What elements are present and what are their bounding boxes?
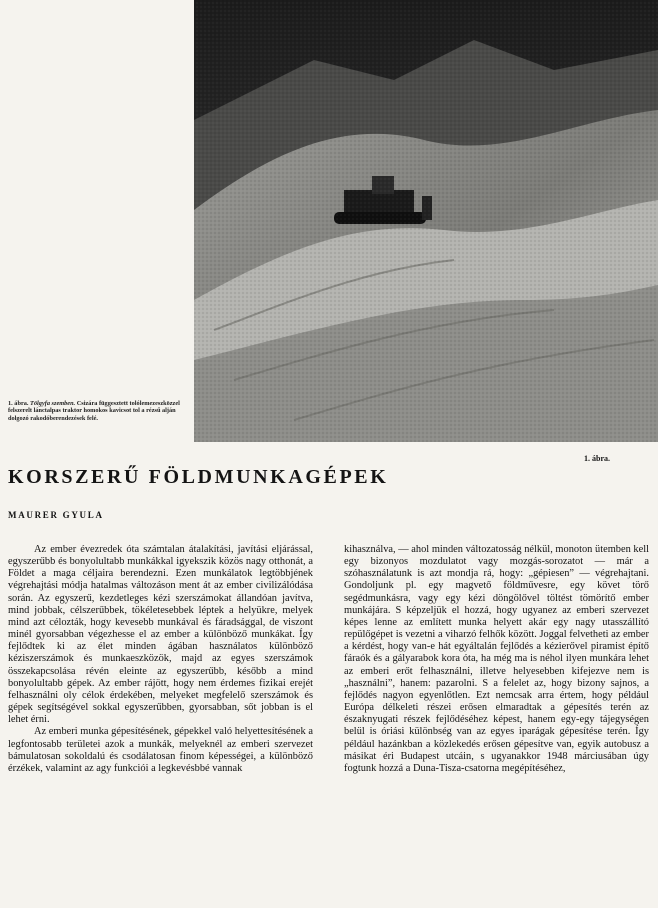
paragraph: kihasználva, — ahol minden változatosság nélkül, monoton ütemben kell egy bizonyos mozdulatot vagy mozgás-sorozatot — már a szóhasználatunk is azt mondja rá, hogy: „gépiesen” — végrehajtani. Gondoljunk pl. egy magvető földművesre, egy követ törő segédmunkásra, vagy egy kézi döngölővel töltést tömörítő ember munkájára. S képzeljük el hozzá, hogy ugyanez az emberi szervezet képes lenne az említett munka helyett akár egy nagy utasszállító repülőgépet is vezetni a viharzó felhők között. Joggal felvetheti az ember a kérdést, hogy van-e hát egyáltalán fejlődés a kézierővel piramist építő fáraók és a gályarabok kora óta, ha még ma is néhol ilyen munkára lehet az emberi erőt felhasználni, illetve helyesebben kifejezve nem is „használni”, hanem: pazarolni. S a felelet az, hogy bizony sajnos, a fejlődés nagyon egyenlőtlen. Ezt nemcsak arra értem, hogy például Európa délkeleti részei erősen elmaradtak a gépesítés terén az északnyugati részek fejlődéséhez képest, hanem egy-egy tájegységen belül is óriási különbség van az egyes iparágak gépesítése terén. Így például hazánkban a közlekedés erősen gépesítve van, egyik autobusz a másikat éri Budapest utcáin, s ugyanakkor 1948 márciusában úgy fogtunk hozzá a Duna-Tisza-csatorna megépítéséhez,	[344, 544, 649, 774]
article-column-left	[8, 544, 313, 775]
figure-caption	[8, 400, 192, 422]
earthmoving-photo-illustration	[194, 0, 658, 442]
paragraph: Az emberi munka gépesítésének, gépekkel való helyettesítésének a legfontosabb területei azok a munkák, melyeknél az emberi szervezet bámulatosan sokoldalú és csodálatosan finom képességei, a különböző érzékek, valamint az agy funkciói a legkevésbbé vannak	[8, 726, 313, 774]
figure-label: 1. ábra.	[584, 454, 610, 463]
article-title: KORSZERŰ FÖLDMUNKAGÉPEK	[8, 466, 389, 488]
article-column-right	[344, 544, 649, 775]
caption-text: Csizára függesztett tolólemezeszközzel felszerelt lánctalpas traktor homokos kavicsot tol a rézsű alján dolgozó rakodóberendezések felé.	[8, 400, 180, 422]
figure-photo	[194, 0, 658, 442]
article-author: MAURER GYULA	[8, 510, 104, 520]
caption-italic: Tölgyfa szemben.	[30, 400, 76, 407]
paragraph: Az ember évezredek óta számtalan átalakítási, javítási eljárással, egyszerűbb és bonyolultabb munkákkal igyekszik közös nagy otthonát, a Földet a maga céljaira berendezni. Ezen munkálatok legtöbbjének végrehajtási módja hatalmas változáson ment át az ember civilizálódása során. Az egyszerű, kezdetleges kézi szerszámokat állandóan javítva, mind jobbak, célszerűbbek, tökéletesebbek léptek a helyükre, melyek mind azt célozták, hogy kevesebb munkával és fáradsággal, de viszont minél gyorsabban végezhesse el az ember a különböző munkákat. Így fejlődtek ki az élet minden ágában használatos különböző kéziszerszámok és munkaeszközök, majd az egyes szerszámok összekapcsolása révén eleinte az egyszerűbb, később a mind bonyolultabb gépek. Az ember rájött, hogy nem érdemes fizikai erejét felhasználni oly célok érdekében, melyeket megfelelő szerszámok és gépek segítségével sokkal egyszerűbben, gyorsabban, sőt jobban is el lehet érni.	[8, 544, 313, 726]
caption-number: 1. ábra.	[8, 400, 29, 407]
